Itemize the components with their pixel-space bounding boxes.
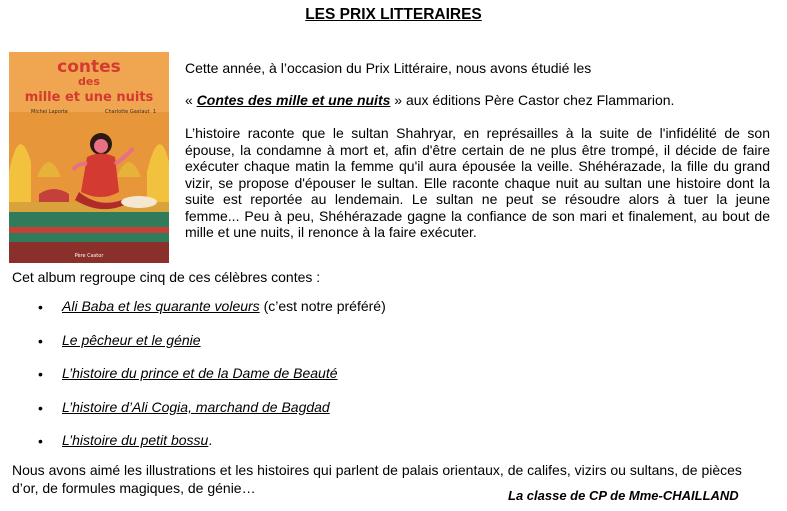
tale-title-link[interactable]: L’histoire du prince et de la Dame de Beauté bbox=[62, 365, 338, 381]
book-cover-image bbox=[9, 52, 169, 263]
story-line: femme... Peu à peu, Shéhérazade gagne la confiance de son mari et finalement, au bout de bbox=[185, 207, 770, 224]
open-quote: « bbox=[185, 92, 197, 108]
story-line: L’histoire raconte que le sultan Shahryar, en représailles à la suite de l'infidélité de son bbox=[185, 125, 770, 141]
cover-title-line2: des bbox=[78, 75, 100, 88]
cover-title-line3: mille et une nuits bbox=[24, 90, 154, 105]
story-line: suite est reportée au lendemain. Le sultan ne peut se résoudre alors à tuer la jeune bbox=[185, 191, 770, 207]
book-title-link[interactable]: Contes des mille et une nuits bbox=[196, 92, 391, 108]
bullet-icon: • bbox=[38, 433, 43, 449]
story-paragraph bbox=[185, 125, 770, 241]
conclusion-paragraph: Nous avons aimé les illustrations et les histoires qui parlent de palais orientaux, de califes, vizirs ou sultans, de pièces d’or, de formules magiques, de génie… bbox=[12, 462, 742, 496]
cover-author-2: Charlotte Gastaut bbox=[105, 109, 150, 115]
list-intro: Cet album regroupe cinq de ces célèbres contes : bbox=[12, 269, 321, 285]
intro-line-1: Cette année, à l’occasion du Prix Littéraire, nous avons étudié les bbox=[185, 60, 592, 76]
story-line: exécuter chaque matin la femme qu'il aura épousée la veille. Shéhérazade, la fille du grand bbox=[185, 158, 770, 174]
cover-publisher: Père Castor bbox=[74, 253, 104, 259]
bullet-icon: • bbox=[38, 399, 43, 416]
bullet-icon: • bbox=[38, 332, 43, 349]
intro-line-2 bbox=[185, 92, 674, 109]
tale-suffix: . bbox=[208, 432, 213, 448]
intro-line-2-rest: » aux éditions Père Castor chez Flammarion. bbox=[390, 92, 675, 108]
page-title: LES PRIX LITTERAIRES bbox=[305, 6, 482, 23]
bullet-icon: • bbox=[38, 366, 43, 382]
cover-number: 1 bbox=[153, 109, 157, 115]
story-line: vizir, se propose d'épouser le sultan. Elle raconte chaque nuit au sultan une histoire dont la bbox=[185, 174, 770, 191]
tale-title-link[interactable]: L’histoire d’Ali Cogia, marchand de Bagdad bbox=[62, 398, 330, 415]
bullet-icon: • bbox=[38, 299, 43, 315]
tale-title-link[interactable]: Le pêcheur et le génie bbox=[62, 331, 201, 348]
cover-author-1: Michel Laporte bbox=[31, 109, 68, 115]
tale-suffix: (c’est notre préféré) bbox=[259, 298, 386, 314]
story-line: épouse, la condamne à mort et, afin d'être certain de ne plus être trompé, il décide de faire bbox=[185, 141, 770, 158]
cover-title-line1: contes bbox=[57, 57, 121, 77]
signature: La classe de CP de Mme-CHAILLAND bbox=[508, 488, 739, 503]
story-line: mille et une nuits, il renonce à la faire exécuter. bbox=[185, 224, 477, 240]
tale-title-link[interactable]: L’histoire du petit bossu bbox=[62, 432, 209, 448]
tale-title-link[interactable]: Ali Baba et les quarante voleurs bbox=[62, 298, 260, 314]
